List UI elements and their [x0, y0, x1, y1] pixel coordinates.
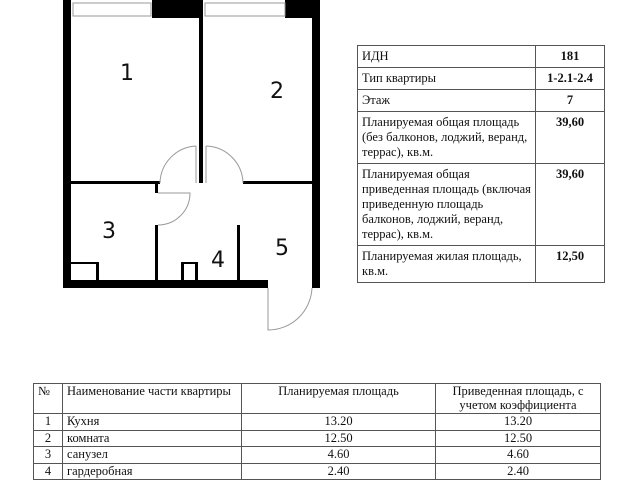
- cell: санузел: [63, 447, 242, 464]
- header-reduced-area: Приведенная площадь, с учетом коэффициента: [436, 384, 601, 414]
- cell: Кухня: [63, 414, 242, 431]
- table-row: [34, 447, 601, 464]
- table-row: [358, 90, 605, 112]
- cell: 4.60: [242, 447, 436, 464]
- cell: 2.40: [436, 463, 601, 480]
- table-row: [34, 414, 601, 431]
- info-label: Планируемая жилая площадь, кв.м.: [358, 246, 536, 283]
- info-label: Этаж: [358, 90, 536, 112]
- cell: 4.60: [436, 447, 601, 464]
- cell: 2: [34, 430, 63, 447]
- info-label: ИДН: [358, 46, 536, 68]
- info-value: 39,60: [536, 112, 605, 164]
- info-value: 39,60: [536, 164, 605, 246]
- cell: гардеробная: [63, 463, 242, 480]
- room-label-4: 4: [211, 248, 225, 273]
- info-value: 12,50: [536, 246, 605, 283]
- table-row: [358, 46, 605, 68]
- info-label: Планируемая общая площадь (без балконов, лоджий, веранд, террас), кв.м.: [358, 112, 536, 164]
- table-row: [34, 463, 601, 480]
- table-row: [34, 430, 601, 447]
- cell: 4: [34, 463, 63, 480]
- room-label-1: 1: [120, 61, 134, 86]
- info-value: 7: [536, 90, 605, 112]
- info-value: 1-2.1-2.4: [536, 68, 605, 90]
- cell: 3: [34, 447, 63, 464]
- room-label-3: 3: [102, 219, 116, 244]
- header-name: Наименование части квартиры: [63, 384, 242, 414]
- cell: 12.50: [436, 430, 601, 447]
- cell: 2.40: [242, 463, 436, 480]
- header-planned-area: Планируемая площадь: [242, 384, 436, 414]
- floor-plan: [0, 0, 340, 340]
- header-number: №: [34, 384, 63, 414]
- apartment-parts-table: [33, 383, 601, 480]
- cell: 13.20: [436, 414, 601, 431]
- room-label-2: 2: [270, 79, 284, 104]
- cell: 13.20: [242, 414, 436, 431]
- cell: 12.50: [242, 430, 436, 447]
- cell: 1: [34, 414, 63, 431]
- info-label: Тип квартиры: [358, 68, 536, 90]
- room-label-5: 5: [275, 236, 289, 261]
- table-header-row: [34, 384, 601, 414]
- info-label: Планируемая общая приведенная площадь (включая приведенную площадь балконов, лоджий, веранд, террас), кв.м.: [358, 164, 536, 246]
- cell: комната: [63, 430, 242, 447]
- apartment-info-table: [357, 45, 605, 283]
- table-row: [358, 112, 605, 164]
- table-row: [358, 246, 605, 283]
- table-row: [358, 68, 605, 90]
- table-row: [358, 164, 605, 246]
- info-value: 181: [536, 46, 605, 68]
